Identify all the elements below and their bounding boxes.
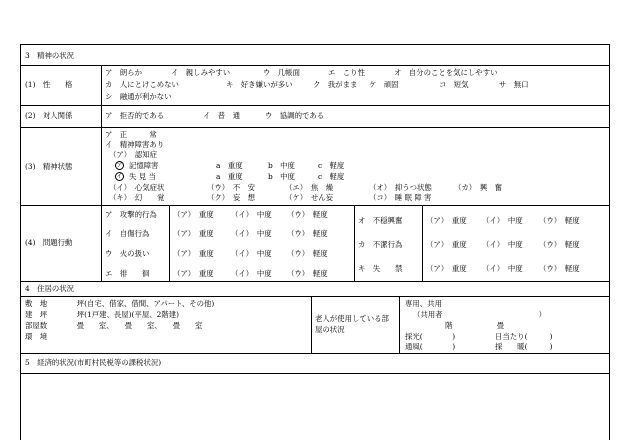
room-field: 日当たり( ) <box>495 332 553 341</box>
behavior-option: カ 不潔行為 <box>358 240 403 249</box>
severity-option: （ウ） 軽度 <box>287 229 328 238</box>
room-field: （共用者 ） <box>413 310 547 319</box>
symptom-option: （カ） 興 奮 <box>454 183 503 192</box>
trait-option: ク 我がまま <box>313 80 358 89</box>
severity-option: （ア） 重度 <box>173 249 214 258</box>
relation-option: ウ 協調的である <box>265 111 325 120</box>
row-divider <box>21 373 609 374</box>
severity-option: （ウ） 軽度 <box>287 269 328 278</box>
row-divider <box>21 281 609 282</box>
row-divider <box>21 105 609 106</box>
room-field: 通風( ) <box>405 342 456 351</box>
room-field: 階 畳 <box>445 321 505 330</box>
trait-option: ケ 頑固 <box>369 80 399 89</box>
section-title: 4 住居の状況 <box>25 284 75 293</box>
relation-option: イ 普 通 <box>203 111 240 120</box>
behavior-option: オ 不穏興奮 <box>358 216 403 225</box>
severity-option: （イ） 中度 <box>482 264 523 273</box>
trait-option: キ 好き嫌いが多い <box>226 80 293 89</box>
label-column-divider <box>101 65 102 281</box>
assessment-form <box>20 44 610 440</box>
symptom-option: （キ） 幻 覚 <box>109 193 165 202</box>
section-title: 3 精神の状況 <box>25 51 75 60</box>
symptom-option: （オ） 抑うつ状態 <box>369 183 432 192</box>
room-field: 専用、共用 <box>405 299 442 308</box>
severity-option: a 重度 <box>216 172 243 181</box>
symptom-option: （ケ） せん妄 <box>285 193 334 202</box>
personality-label: (1) 性 格 <box>25 80 73 89</box>
symptom-option: （イ） 心気症状 <box>109 183 165 192</box>
mental-option: ア 正 常 <box>105 130 157 139</box>
circled-mark-icon: ア <box>116 162 123 169</box>
mental-sub-option: 失 見 当 <box>129 172 156 181</box>
symptom-option: （エ） 焦 燥 <box>285 183 334 192</box>
housing-field: 部屋数 畳 室、 畳 室、 畳 室 <box>25 321 203 330</box>
row-divider <box>21 296 609 297</box>
behavior-option: キ 失 禁 <box>358 264 403 273</box>
behavior-option: エ 徘 徊 <box>105 269 150 278</box>
trait-option: エ こり性 <box>328 68 365 77</box>
severity-option: （イ） 中度 <box>231 249 272 258</box>
severity-option: b 中度 <box>268 161 295 170</box>
mental-option: イ 精神障害あり <box>105 140 165 149</box>
row-divider <box>21 127 609 128</box>
section-title: 5 経済的状況(市町村民税等の課税状況) <box>25 358 162 367</box>
trait-option: カ 人にとけこめない <box>105 80 179 89</box>
trait-option: サ 無口 <box>499 80 529 89</box>
severity-option: （ア） 重度 <box>173 269 214 278</box>
severity-option: （ア） 重度 <box>426 240 467 249</box>
housing-field: 敷 地 坪(自宅、借家、借間、アパート、その他) <box>25 299 215 308</box>
severity-option: b 中度 <box>268 172 295 181</box>
severity-option: c 軽度 <box>318 161 345 170</box>
mental-sub-option: 記憶障害 <box>129 161 159 170</box>
room-field: 採 暖( ) <box>495 342 553 351</box>
behavior-option: イ 自傷行為 <box>105 229 150 238</box>
room-field: 採光( ) <box>405 332 456 341</box>
trait-option: ウ 几帳面 <box>263 68 300 77</box>
symptom-option: （コ） 睡 眠 障 害 <box>369 193 432 202</box>
housing-divider <box>311 296 312 353</box>
severity-option: （イ） 中度 <box>231 229 272 238</box>
room-status-label: 老人が使用している部 <box>315 314 389 323</box>
trait-option: オ 自分のことを気にしやすい <box>394 68 498 77</box>
behavior-label: (4) 問題行動 <box>25 238 73 247</box>
severity-option: （ウ） 軽度 <box>539 264 580 273</box>
circled-mark-icon: イ <box>116 173 123 180</box>
severity-option: （イ） 中度 <box>482 216 523 225</box>
severity-option: a 重度 <box>216 161 243 170</box>
relations-label: (2) 対人関係 <box>25 111 73 120</box>
severity-option: （ア） 重度 <box>426 264 467 273</box>
severity-option: （イ） 中度 <box>231 269 272 278</box>
severity-option: （ア） 重度 <box>173 210 214 219</box>
severity-option: （イ） 中度 <box>231 210 272 219</box>
housing-divider <box>399 296 400 353</box>
trait-option: コ 短気 <box>439 80 469 89</box>
severity-option: （ウ） 軽度 <box>539 240 580 249</box>
behavior-divider <box>354 205 355 281</box>
severity-option: c 軽度 <box>318 172 345 181</box>
symptom-option: （ク） 妄 想 <box>207 193 256 202</box>
trait-option: イ 親しみやすい <box>171 68 231 77</box>
severity-option: （イ） 中度 <box>482 240 523 249</box>
row-divider <box>21 205 609 206</box>
room-status-label: 屋の状況 <box>315 325 345 334</box>
severity-option: （ア） 重度 <box>173 229 214 238</box>
severity-option: （ウ） 軽度 <box>287 249 328 258</box>
severity-option: （ア） 重度 <box>426 216 467 225</box>
housing-field: 建 坪 坪(1戸建、長屋)(平屋、2階建) <box>25 310 179 319</box>
behavior-divider <box>169 205 170 281</box>
behavior-divider <box>422 205 423 281</box>
housing-field: 環 境 <box>25 332 48 341</box>
trait-option: シ 融通が利かない <box>105 92 172 101</box>
row-divider <box>21 353 609 354</box>
mental-option: （ア） 認知症 <box>109 150 158 159</box>
behavior-option: ア 攻撃的行為 <box>105 210 157 219</box>
severity-option: （ウ） 軽度 <box>287 210 328 219</box>
row-divider <box>21 65 609 66</box>
mental-label: (3) 精神状態 <box>25 162 73 171</box>
symptom-option: （ウ） 不 安 <box>207 183 256 192</box>
relation-option: ア 拒否的である <box>105 111 165 120</box>
trait-option: ア 朗らか <box>105 68 142 77</box>
severity-option: （ウ） 軽度 <box>539 216 580 225</box>
behavior-option: ウ 火の扱い <box>105 249 150 258</box>
